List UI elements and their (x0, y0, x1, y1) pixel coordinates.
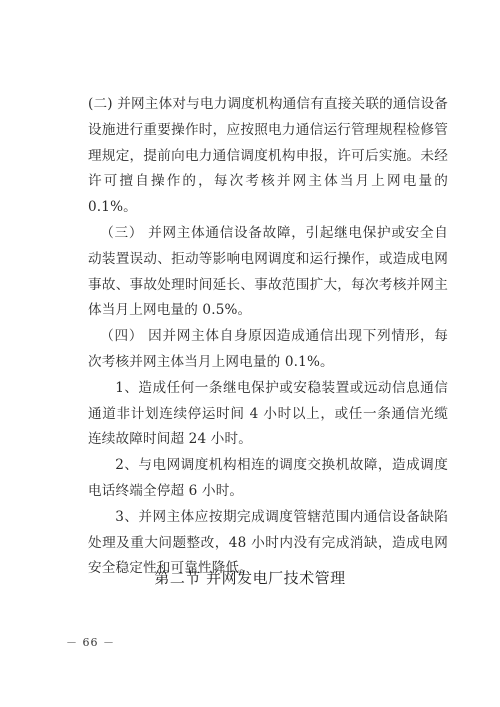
body-text (88, 92, 448, 582)
section-heading: 第二节 并网发电厂技术管理 (154, 569, 346, 587)
paragraph-3: （三） 并网主体通信设备故障，引起继电保护或安全自动装置误动、拒动等影响电网调度和运行操作，或造成电网事故、事故处理时间延长、事故范围扩大，每次考核并网主体当月上网电量的 0.5%。 (88, 224, 448, 319)
paragraph-2: (二) 并网主体对与电力调度机构通信有直接关联的通信设备设施进行重要操作时，应按照电力通信运行管理规程检修管理规定，提前向电力通信调度机构申报，许可后实施。未经许可擅自操作的，每次考核并网主体当月上网电量的 0.1%。 (88, 96, 448, 216)
paragraph-4: （四） 因并网主体自身原因造成通信出现下列情形，每次考核并网主体当月上网电量的 0.1%。 (88, 328, 448, 370)
list-item-1: 1、造成任何一条继电保护或安稳装置或远动信息通信通道非计划连续停运时间 4 小时以上，或任一条通信光缆连续故障时间超 24 小时。 (88, 379, 448, 448)
page-number: － 66 － (66, 636, 115, 649)
list-item-3: 3、并网主体应按期完成调度管辖范围内通信设备缺陷处理及重大问题整改，48 小时内没有完成消缺，造成电网安全稳定性和可靠性降低。 (88, 508, 448, 577)
list-item-2: 2、与电网调度机构相连的调度交换机故障，造成调度电话终端全停超 6 小时。 (88, 457, 448, 499)
